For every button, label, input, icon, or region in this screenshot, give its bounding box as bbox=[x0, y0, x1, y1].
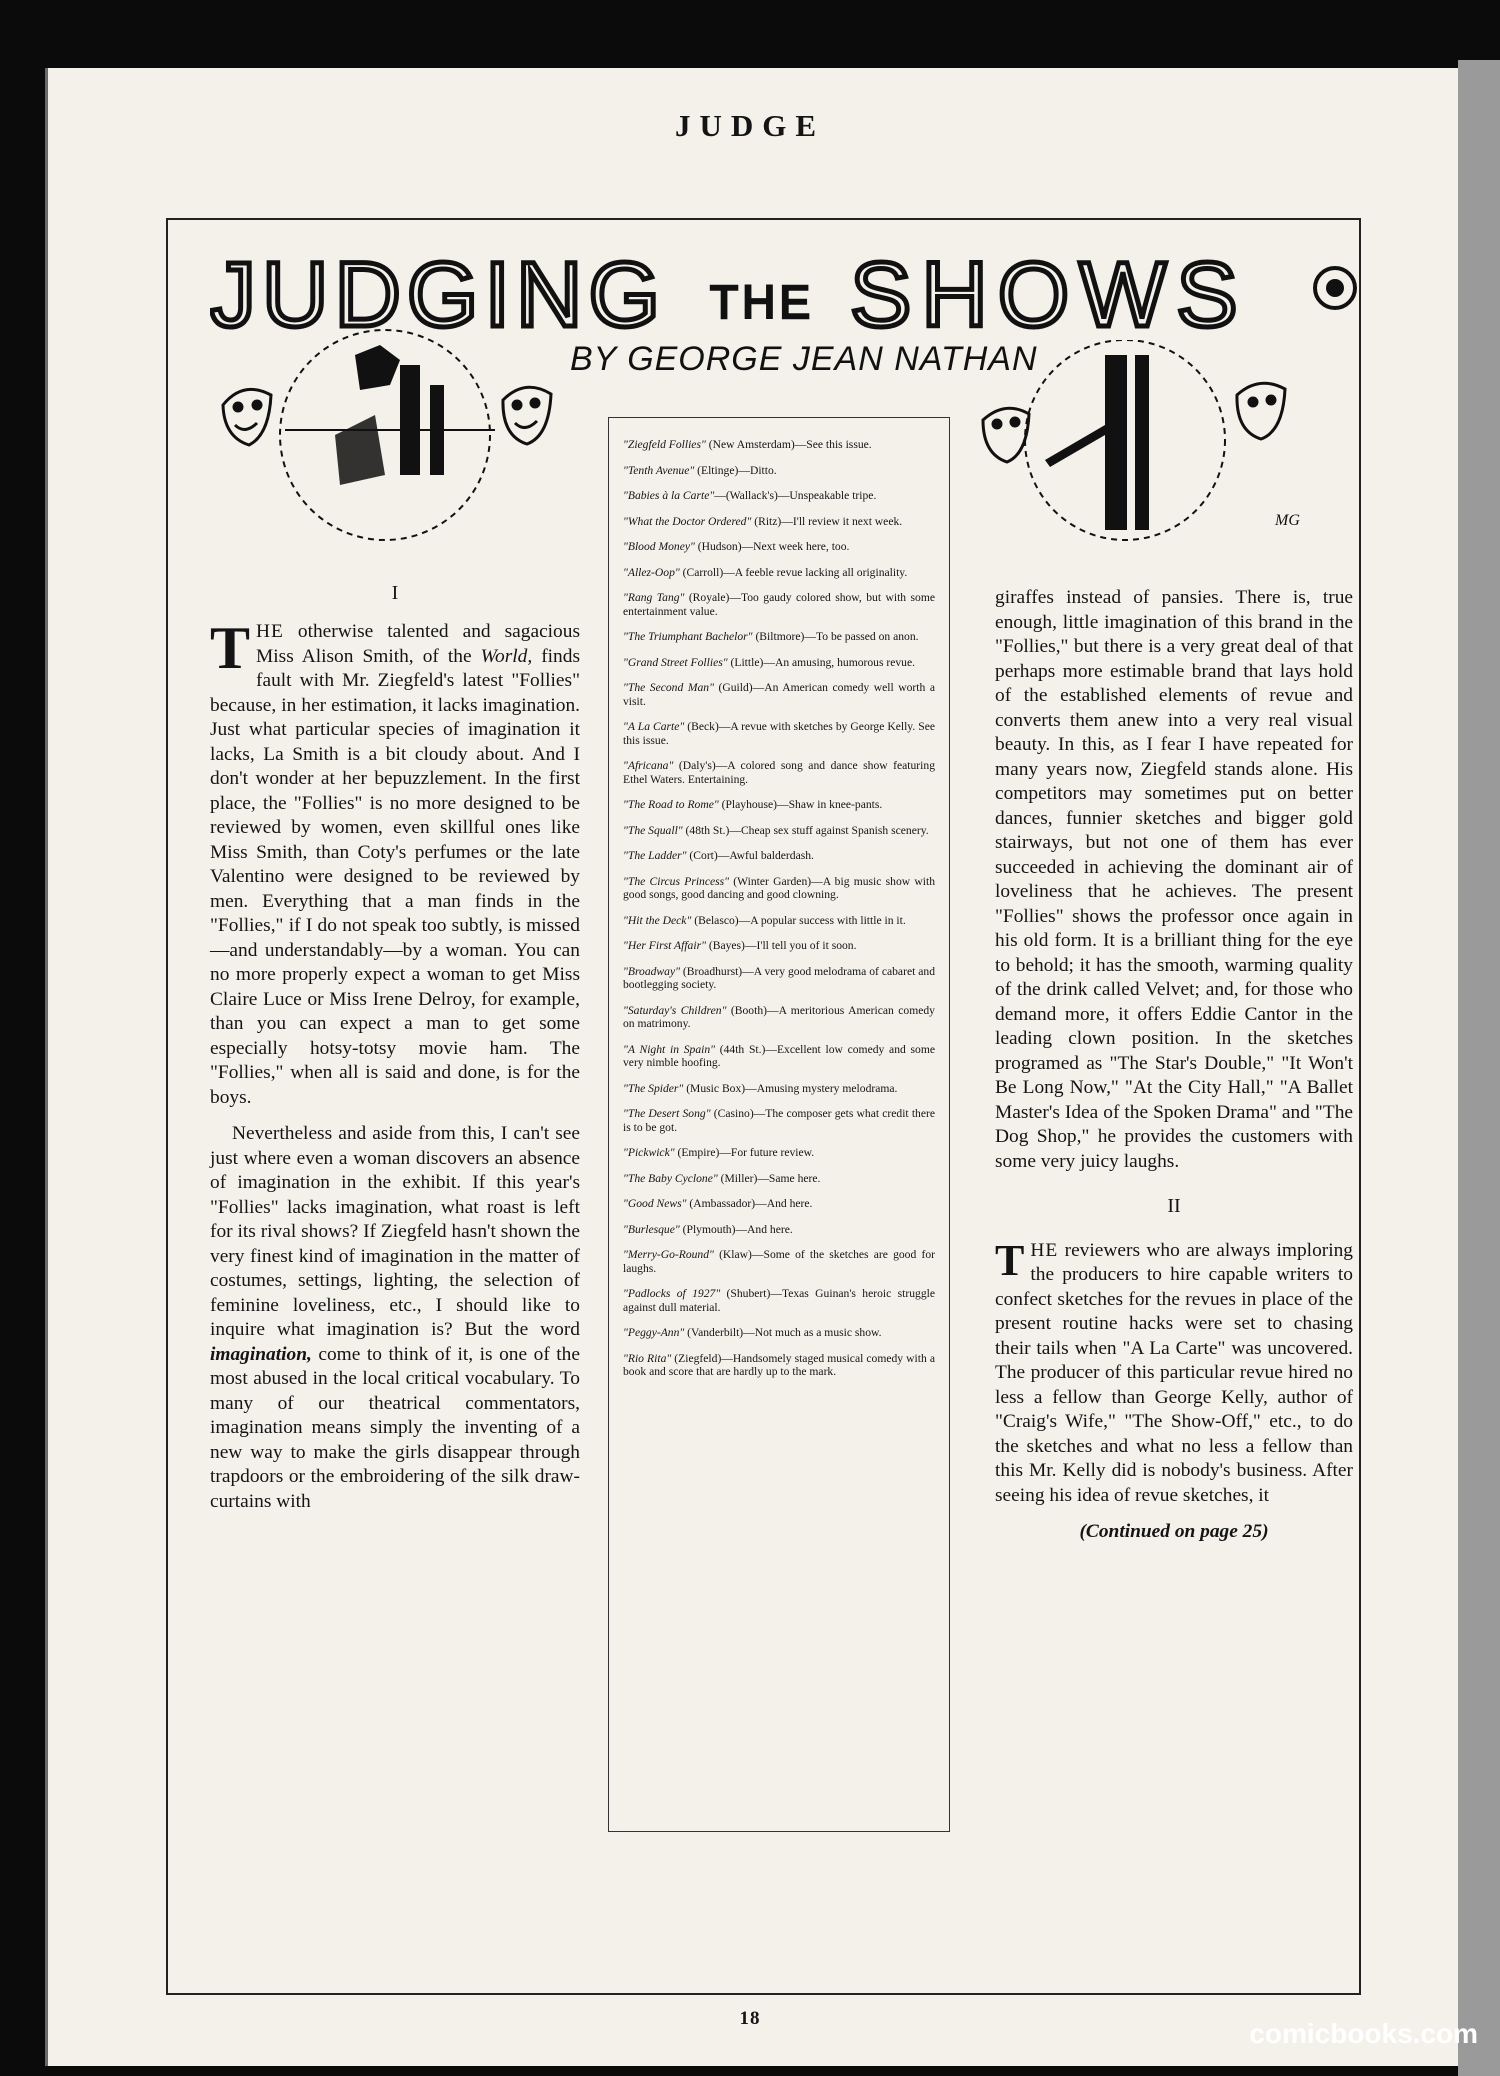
section-one-paragraph-3: giraffes instead of pansies. There is, true enough, little imagination of this brand in the "Follies," but there is a very great deal of that perhaps more estimable brand that lays hold of the established elements of revue and converts them anew into a very real visual beauty. In this, as I fear I have repeated for many years now, Ziegfeld stands alone. His competitors may sometimes put on better dances, funnier sketches and bigger gold stairways, but not one of them has ever succeeded in achieving the dominant air of loveliness that he achieves. The present "Follies" shows the professor once again in his old form. It is a brilliant thing for the eye to behold; it has the smooth, warming quality of the drink called Velvet; and, for those who demand more, it offers Eddie Cantor in the leading clown position. In the sketches programed as "The Star's Double," "It Won't Be Long Now," "At the City Hall," "A Ballet Master's Idea of the Spoken Drama" and "The Dog Shop," he provides the customers with some very juicy laughs. bbox=[995, 587, 1353, 1172]
dancer-figure-icon bbox=[1045, 355, 1149, 530]
show-review: (Bayes)—I'll tell you of it soon. bbox=[705, 939, 857, 952]
show-listing-entry bbox=[623, 914, 935, 928]
paragraph-text: come to think of it, is one of the most abused in the local critical vocabulary. To many of our theatrical commentators, imagination means simply the inventing of a new way to make the girls disappear through trapdoors or the embroidering of the silk draw-curtains with bbox=[210, 1343, 580, 1512]
show-listing-entry bbox=[623, 849, 935, 863]
show-review: (Vanderbilt)—Not much as a music show. bbox=[684, 1326, 882, 1339]
show-listing-entry bbox=[623, 1146, 935, 1160]
show-review: (Guild)—An American comedy well worth a visit. bbox=[623, 681, 935, 708]
show-title: "Broadway" bbox=[623, 964, 680, 978]
masthead-word-judging: JUDGING bbox=[210, 248, 666, 338]
show-title: "The Desert Song" bbox=[623, 1107, 711, 1120]
show-review: (Cort)—Awful balderdash. bbox=[686, 849, 814, 862]
show-title: "Hit the Deck" bbox=[623, 913, 692, 927]
show-title: "Her First Affair" bbox=[623, 939, 706, 952]
show-title: "Ziegfeld Follies" bbox=[623, 438, 706, 451]
show-listing-entry bbox=[623, 720, 935, 747]
adjacent-page-edge bbox=[1458, 60, 1500, 2076]
lead-small-caps: HE bbox=[256, 621, 284, 642]
paragraph-text: otherwise talented and sagacious Miss Alison Smith, of the bbox=[256, 621, 580, 667]
left-column bbox=[210, 615, 580, 1526]
show-review: (Plymouth)—And here. bbox=[679, 1222, 793, 1236]
show-review: (Winter Garden)—A big music show with good songs, good dancing and good clowning. bbox=[623, 874, 936, 901]
show-review: (Carroll)—A feeble revue lacking all originality. bbox=[679, 565, 908, 579]
show-title: "Babies à la Carte" bbox=[623, 489, 715, 502]
show-title: "Blood Money" bbox=[623, 540, 695, 553]
theater-mask-icon bbox=[983, 408, 1029, 462]
show-listing-entry bbox=[623, 1197, 935, 1211]
show-title: "The Ladder" bbox=[623, 849, 687, 862]
show-title: "Peggy-Ann" bbox=[623, 1326, 685, 1339]
show-listing-entry bbox=[623, 489, 935, 503]
show-title: "Allez-Oop" bbox=[623, 565, 680, 579]
newspaper-name: World, bbox=[480, 645, 533, 667]
show-review: (Ziegfeld)—Handsomely staged musical comedy with a book and score that are hardly up to the mark. bbox=[623, 1351, 935, 1378]
show-listing-entry bbox=[623, 591, 935, 618]
show-title: "Tenth Avenue" bbox=[623, 463, 695, 477]
show-listing-entry bbox=[623, 824, 935, 838]
show-listing-entry bbox=[623, 464, 935, 478]
section-two-paragraph-1 bbox=[995, 1235, 1353, 1509]
show-listing-entry bbox=[623, 939, 935, 953]
show-title: "The Triumphant Bachelor" bbox=[623, 630, 753, 643]
show-review: (44th St.)—Excellent low comedy and some very nimble hoofing. bbox=[623, 1042, 935, 1069]
show-listing-entry bbox=[623, 1107, 935, 1134]
show-listing-entry bbox=[623, 630, 935, 644]
show-listing-entry bbox=[623, 1352, 935, 1379]
show-title: "Merry-Go-Round" bbox=[623, 1248, 714, 1261]
masthead-word-the: THE bbox=[710, 276, 814, 328]
show-review: (48th St.)—Cheap sex stuff against Spanish scenery. bbox=[682, 823, 929, 837]
show-listing-entry bbox=[623, 438, 935, 452]
show-title: "The Squall" bbox=[623, 823, 683, 837]
show-review: (Empire)—For future review. bbox=[674, 1146, 815, 1159]
drop-cap: T bbox=[210, 615, 251, 681]
show-listing-entry bbox=[623, 1082, 935, 1096]
dancer-figure-icon bbox=[335, 345, 444, 485]
show-title: "Burlesque" bbox=[623, 1222, 680, 1236]
section-one-paragraph-2 bbox=[210, 1122, 580, 1514]
show-title: "A La Carte" bbox=[623, 720, 685, 733]
show-review: (Royale)—Too gaudy colored show, but with some entertainment value. bbox=[623, 591, 935, 618]
show-review: (New Amsterdam)—See this issue. bbox=[705, 438, 872, 451]
show-title: "The Circus Princess" bbox=[623, 874, 730, 888]
show-review: (Playhouse)—Shaw in knee-pants. bbox=[718, 798, 883, 811]
show-review: (Miller)—Same here. bbox=[717, 1171, 821, 1185]
show-title: "Rang Tang" bbox=[623, 591, 685, 604]
theater-mask-icon bbox=[503, 387, 551, 444]
show-review: (Broadhurst)—A very good melodrama of cabaret and bootlegging society. bbox=[623, 964, 935, 991]
byline-text: BY GEORGE JEAN NATHAN bbox=[570, 340, 1038, 378]
show-review: (Belasco)—A popular success with little in it. bbox=[691, 913, 906, 927]
show-review: (Klaw)—Some of the sketches are good for laughs. bbox=[623, 1248, 935, 1275]
show-listing-entry bbox=[623, 798, 935, 812]
show-title: "The Baby Cyclone" bbox=[623, 1171, 718, 1185]
show-review: (Eltinge)—Ditto. bbox=[694, 463, 777, 477]
show-listing-entry bbox=[623, 1172, 935, 1186]
show-title: "Rio Rita" bbox=[623, 1351, 672, 1365]
show-title: "The Spider" bbox=[623, 1081, 684, 1095]
paragraph-text: reviewers who are always imploring the producers to hire capable writers to confect sketches for the revues in place of the present routine hacks were set to chasing their tails when "A La Carte" was uncovered. The producer of this particular revue hired no less a fellow than George Kelly, author of "Craig's Wife," "The Show-Off," etc., to do the sketches and what no less a fellow than this Mr. Kelly did is nobody's business. After seeing his idea of revue sketches, it bbox=[995, 1239, 1353, 1506]
show-title: "Pickwick" bbox=[623, 1146, 675, 1159]
show-listing-entry bbox=[623, 681, 935, 708]
show-review: (Booth)—A meritorious American comedy on matrimony. bbox=[623, 1003, 935, 1030]
artist-signature: MG bbox=[1275, 512, 1300, 529]
show-listing-entry bbox=[623, 1326, 935, 1340]
show-review: (Music Box)—Amusing mystery melodrama. bbox=[683, 1081, 898, 1095]
show-title: "Padlocks of 1927" bbox=[623, 1287, 721, 1300]
show-review: (Hudson)—Next week here, too. bbox=[694, 540, 850, 553]
show-listing-entry bbox=[623, 875, 935, 902]
show-review: (Biltmore)—To be passed on anon. bbox=[752, 630, 919, 643]
show-title: "The Second Man" bbox=[623, 681, 714, 694]
show-listing-box bbox=[608, 417, 950, 1832]
section-one-numeral: I bbox=[391, 582, 399, 604]
masthead-word-shows: SHOWS bbox=[850, 248, 1248, 338]
show-review: (Daly's)—A colored song and dance show featuring Ethel Waters. Entertaining. bbox=[623, 759, 935, 786]
drop-cap: T bbox=[995, 1235, 1025, 1285]
show-title: "What the Doctor Ordered" bbox=[623, 514, 752, 528]
show-review: (Ritz)—I'll review it next week. bbox=[751, 514, 903, 528]
show-title: "Saturday's Children" bbox=[623, 1003, 727, 1017]
show-listing-entry bbox=[623, 759, 935, 786]
emphasis-word: imagination, bbox=[210, 1343, 312, 1365]
show-title: "Africana" bbox=[623, 759, 674, 772]
show-listing-entry bbox=[623, 1223, 935, 1237]
show-title: "The Road to Rome" bbox=[623, 798, 719, 811]
show-listing-entry bbox=[623, 1043, 935, 1070]
show-review: (Beck)—A revue with sketches by George Kelly. See this issue. bbox=[623, 720, 935, 747]
section-one-paragraph-1 bbox=[210, 615, 580, 1110]
paragraph-text: finds fault with Mr. Ziegfeld's latest "Follies" because, in her estimation, it lacks imagination. Just what particular species of imagination it lacks, La Smith is a bit cloudy about. And I don't wonder at her bepuzzlement. In the first place, the "Follies" is no more designed to be reviewed by women, even skillful ones like Miss Smith, than Coty's perfumes or the late Valentino were designed to be reviewed by men. Everything that a man finds in the "Follies," if I do not speak too subtly, is missed—and understandably—by a woman. You can no more properly expect a woman to get Miss Claire Luce or Miss Irene Delroy, for example, than you can expect a man to get some especially hotsy-totsy movie ham. The "Follies," when all is said and done, is for the boys. bbox=[210, 645, 580, 1108]
show-review: —(Wallack's)—Unspeakable tripe. bbox=[714, 489, 877, 502]
show-review: (Ambassador)—And here. bbox=[686, 1197, 813, 1210]
magazine-title: JUDGE bbox=[674, 108, 826, 143]
show-review: (Shubert)—Texas Guinan's heroic struggle against dull material. bbox=[623, 1287, 935, 1314]
show-title: "Good News" bbox=[623, 1197, 687, 1210]
show-title: "Grand Street Follies" bbox=[623, 655, 728, 669]
show-listing-entry bbox=[623, 1248, 935, 1275]
right-vignette-illustration bbox=[975, 340, 1335, 555]
theater-mask-icon bbox=[223, 389, 271, 445]
paragraph-text: Nevertheless and aside from this, I can't see just where even a woman discovers an absence of imagination in the exhibit. If this year's "Follies" lacks imagination, what roast is left for its rival shows? If Ziegfeld hasn't shown the very finest kind of imagination in the matter of costumes, settings, lighting, the selection of feminine loveliness, etc., I should like to inquire what imagination is? But the word bbox=[210, 1123, 580, 1340]
show-listing-entry bbox=[623, 1004, 935, 1031]
show-listing-entry bbox=[623, 540, 935, 554]
show-review: (Casino)—The composer gets what credit there is to be got. bbox=[623, 1107, 935, 1134]
section-two-numeral: II bbox=[1167, 1195, 1181, 1217]
show-review: (Little)—An amusing, humorous revue. bbox=[727, 655, 916, 669]
theater-mask-icon bbox=[1237, 383, 1285, 439]
left-vignette-illustration bbox=[205, 325, 570, 550]
show-listing-entry bbox=[623, 656, 935, 670]
show-listing-entry bbox=[623, 965, 935, 992]
show-title: "A Night in Spain" bbox=[623, 1042, 716, 1056]
site-watermark: comicbooks.com bbox=[1249, 2018, 1478, 2049]
show-listing-entry bbox=[623, 566, 935, 580]
continued-note: (Continued on page 25) bbox=[1079, 1521, 1269, 1542]
lead-small-caps: HE bbox=[1030, 1239, 1059, 1261]
page-number: 18 bbox=[739, 2008, 761, 2029]
right-column bbox=[995, 586, 1353, 1545]
show-listing-entry bbox=[623, 1287, 935, 1314]
show-listing-entry bbox=[623, 515, 935, 529]
